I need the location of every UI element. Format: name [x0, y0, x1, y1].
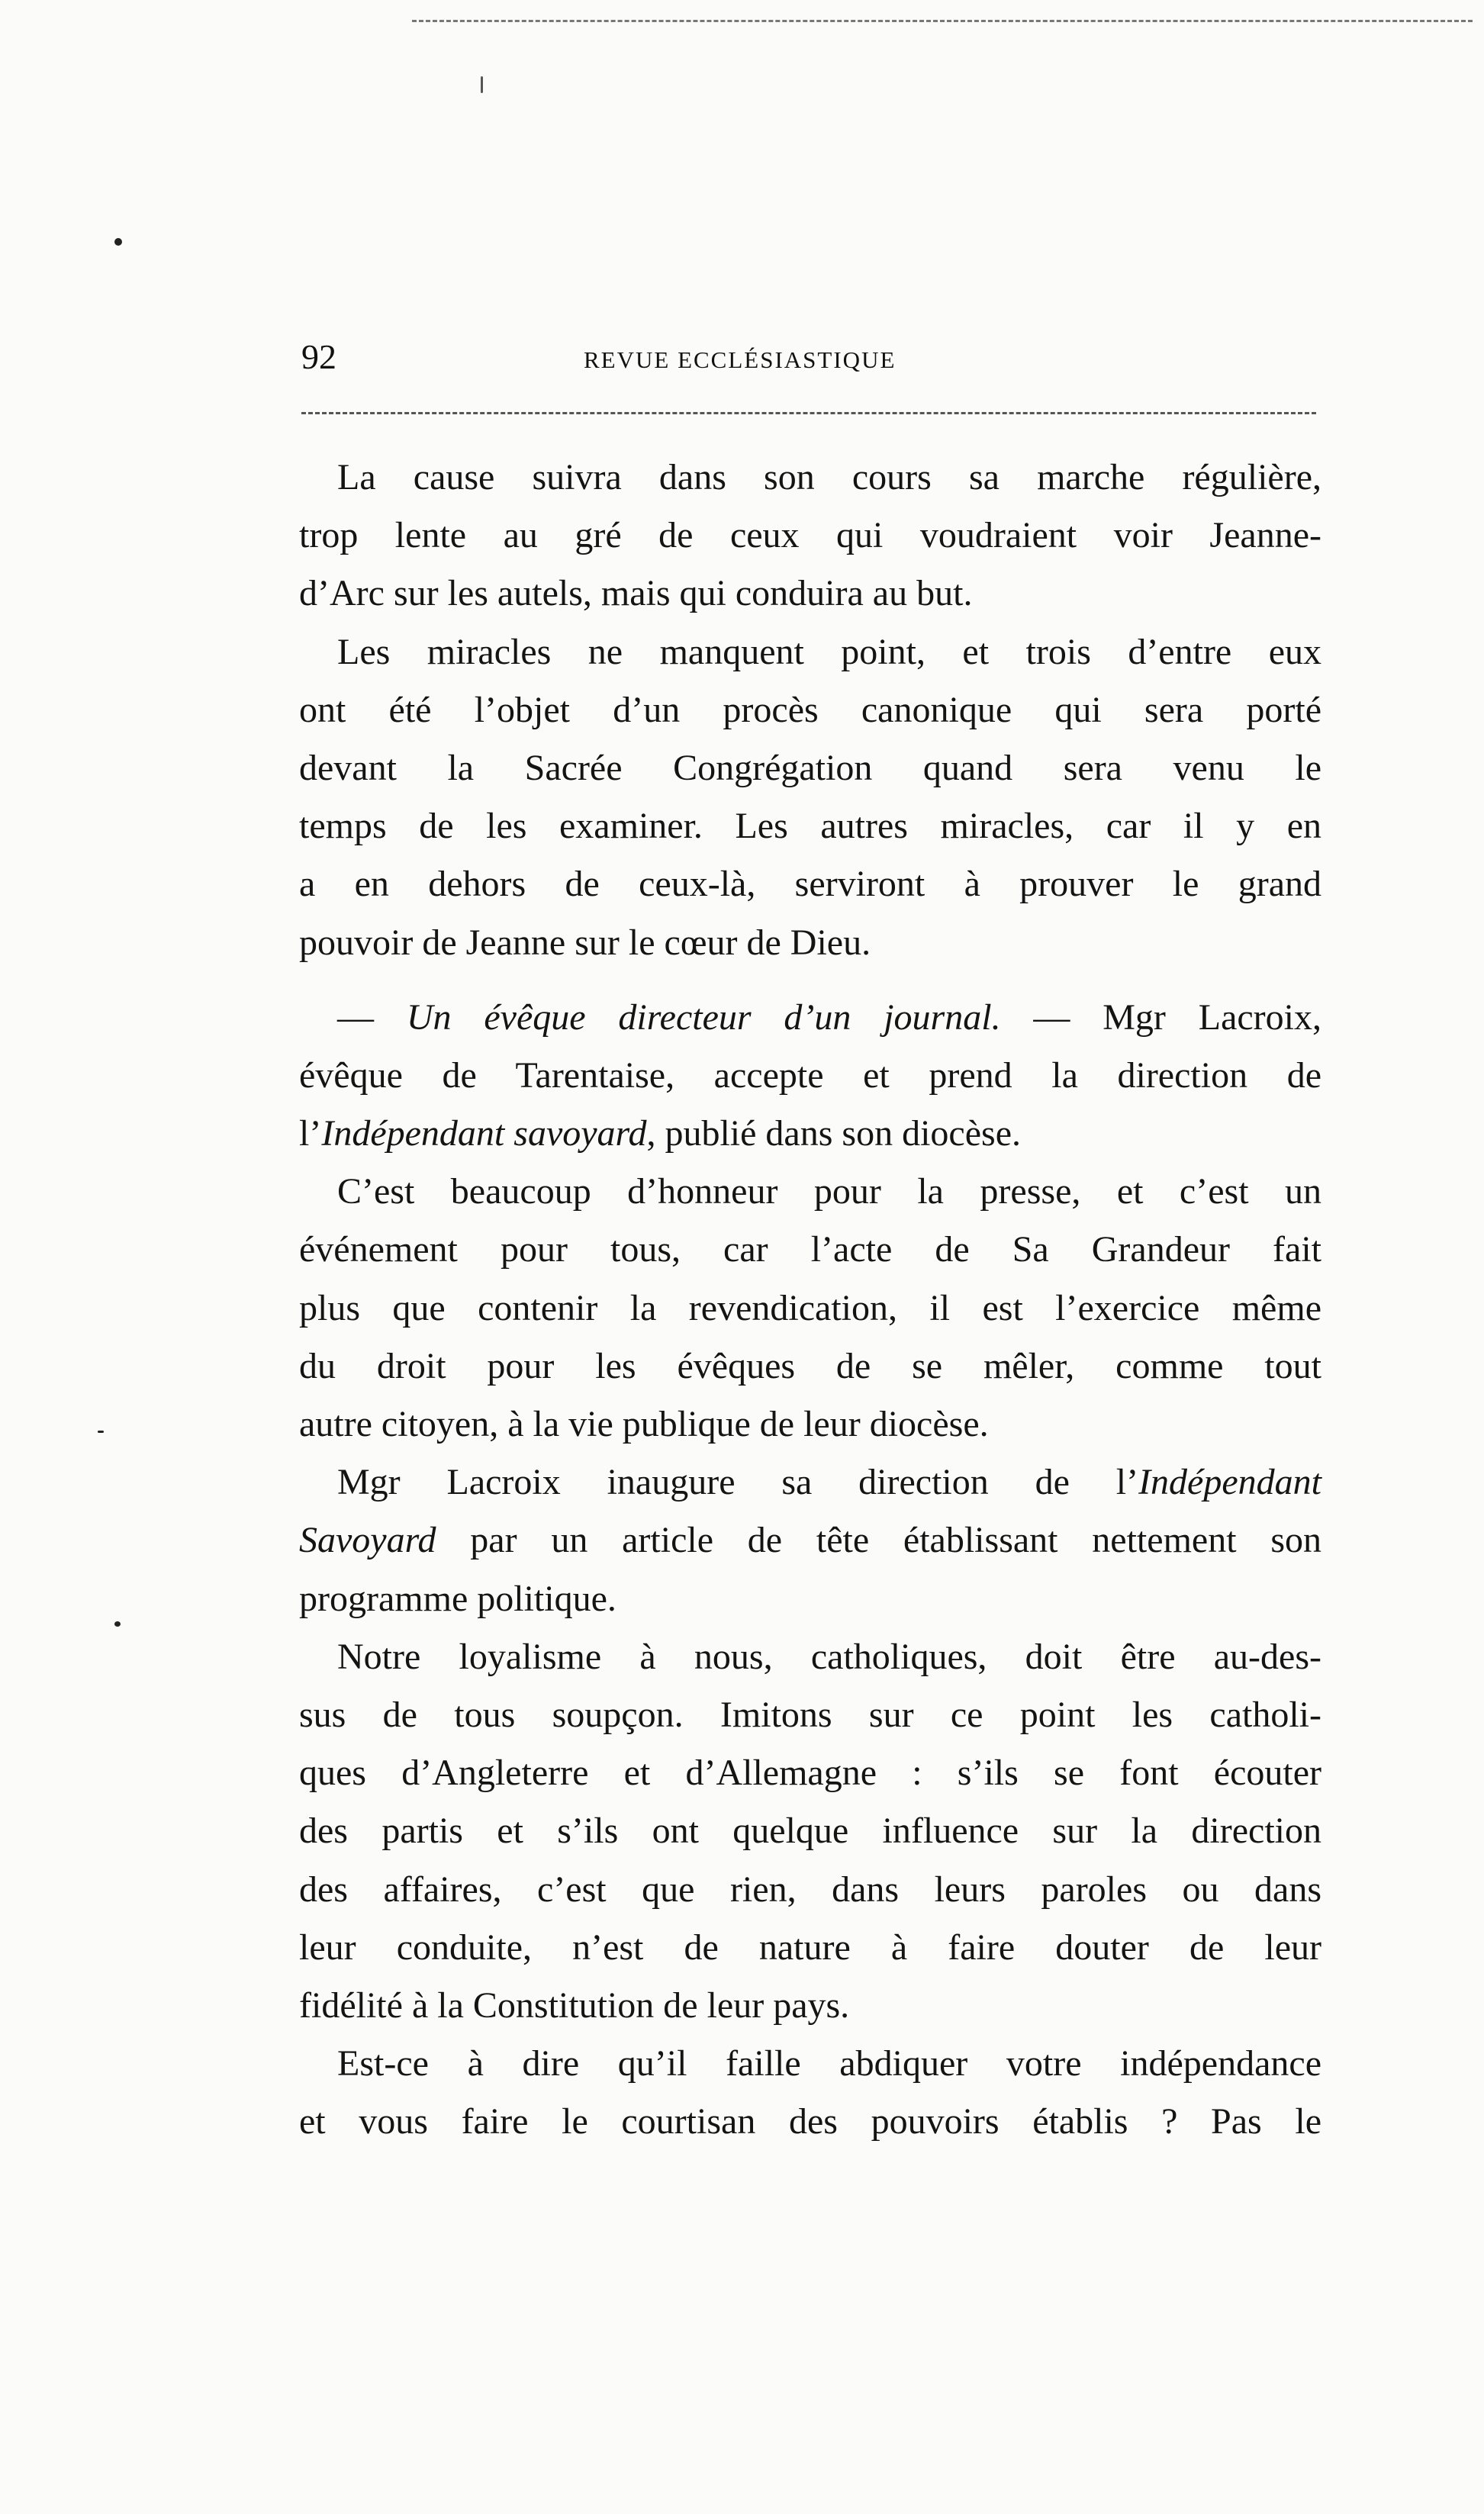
text-line: C’est beaucoup d’honneur pour la presse, et c’est un	[337, 1171, 1321, 1212]
text-line: temps de les examiner. Les autres miracles, car il y en	[299, 806, 1321, 847]
text-line: événement pour tous, car l’acte de Sa Grandeur fait	[299, 1229, 1321, 1270]
top-dashed-rule	[412, 20, 1473, 22]
running-head: REVUE ECCLÉSIASTIQUE	[584, 346, 897, 373]
text-line: autre citoyen, à la vie publique de leur diocèse.	[299, 1404, 989, 1444]
text-line: ques d’Angleterre et d’Allemagne : s’ils se font écouter	[299, 1753, 1321, 1794]
text-line: sus de tous soupçon. Imitons sur ce point les catholi-	[299, 1694, 1321, 1735]
text-line: plus que contenir la revendication, il est l’exercice même	[299, 1287, 1321, 1328]
text-line: évêque de Tarentaise, accepte et prend la direction de	[299, 1054, 1321, 1096]
em-dash: —	[337, 996, 407, 1038]
text-line: a en dehors de ceux-là, serviront à prouver le grand	[299, 864, 1321, 905]
text-line	[299, 1105, 1321, 1163]
ink-speck	[481, 76, 483, 93]
heading-rest: — Mgr Lacroix,	[1000, 996, 1321, 1038]
text-line: trop lente au gré de ceux qui voudraient voir Jeanne-	[299, 515, 1321, 556]
text-line: pouvoir de Jeanne sur le cœur de Dieu.	[299, 922, 871, 963]
text-line: des partis et s’ils ont quelque influence sur la direction	[299, 1811, 1321, 1852]
text-line: d’Arc sur les autels, mais qui conduira au but.	[299, 573, 973, 614]
header-rule	[301, 412, 1316, 414]
text-line: Notre loyalisme à nous, catholiques, doit être au-des-	[337, 1636, 1321, 1677]
section-title: Un évêque directeur d’un journal.	[406, 996, 1001, 1038]
ink-speck	[114, 238, 122, 246]
text-line: devant la Sacrée Congrégation quand sera venu le	[299, 747, 1321, 788]
text-line: programme politique.	[299, 1578, 616, 1619]
section-gap	[299, 972, 1321, 989]
text-line	[299, 1511, 1321, 1569]
text-line: et vous faire le courtisan des pouvoirs établis ? Pas le	[299, 2101, 1321, 2142]
ink-speck	[114, 1621, 121, 1627]
text-line: Est-ce à dire qu’il faille abdiquer votre indépendance	[337, 2043, 1321, 2084]
article: l’	[299, 1113, 322, 1154]
text-line: des affaires, c’est que rien, dans leurs paroles ou dans	[299, 1869, 1321, 1910]
ink-speck	[98, 1431, 104, 1433]
text-line: Les miracles ne manquent point, et trois d’entre eux	[337, 631, 1321, 672]
text-line: ont été l’objet d’un procès canonique qui sera porté	[299, 689, 1321, 730]
newspaper-title: Indépendant savoyard	[321, 1113, 647, 1154]
text-line: La cause suivra dans son cours sa marche régulière,	[337, 457, 1321, 497]
text-line: du droit pour les évêques de se mêler, comme tout	[299, 1345, 1321, 1386]
page-header	[301, 336, 1316, 381]
line-text: Mgr Lacroix inaugure sa direction de l’	[337, 1462, 1139, 1503]
page-number: 92	[301, 337, 336, 376]
body-text	[299, 449, 1321, 2151]
newspaper-title: Savoyard	[299, 1520, 436, 1561]
line-rest: , publié dans son diocèse.	[646, 1113, 1022, 1154]
text-line	[299, 1453, 1321, 1511]
line-text: par un article de tête établissant nettement son	[436, 1520, 1321, 1561]
text-line: fidélité à la Constitution de leur pays.	[299, 1984, 850, 2026]
text-line: leur conduite, n’est de nature à faire douter de leur	[299, 1927, 1321, 1968]
section-heading-line	[299, 989, 1321, 1047]
newspaper-title: Indépendant	[1138, 1462, 1321, 1503]
